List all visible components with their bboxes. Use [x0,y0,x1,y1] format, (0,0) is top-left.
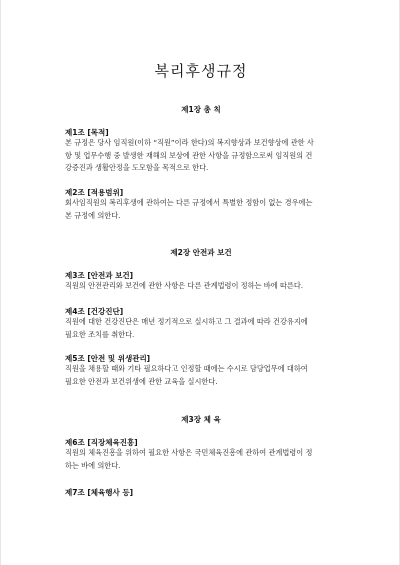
article-line: 본 규정에 의한다. [65,210,121,220]
article-line: 회사임직원의 복리후생에 관하여는 다른 규정에서 특별한 정함이 없는 경우에는 [65,198,313,207]
article-line: 직원을 채용할 때와 기타 필요하다고 인정할 때에는 수시로 담당업무에 대하여 [65,364,308,373]
article-title: 제6조 [직장체육진흥] [65,438,138,447]
article-body [65,137,347,175]
article-line: 필요한 조치를 취한다. [65,329,135,339]
chapter-heading: 제1장 총 칙 [181,105,221,114]
article-body [65,197,347,222]
article-title: 제2조 [적용범위] [65,188,124,197]
article-title: 제5조 [안전 및 위생관리] [65,354,151,363]
article-line: 직원의 안전관리와 보건에 관한 사항은 다른 관계법령이 정하는 바에 따른다. [65,281,304,290]
article-line: 강증진과 생활안정을 도모함을 목적으로 한다. [65,163,209,172]
article-title: 제4조 [건강진단] [65,307,124,316]
article-body [65,280,347,293]
article-line: 본 규정은 당사 임직원(이하 “직원”이라 한다)의 복지향상과 보건향상에 관한 사 [65,138,314,147]
article-line: 하는 바에 의한다. [65,460,121,470]
chapter-heading: 제3장 체 육 [181,415,221,424]
article-body [65,363,347,388]
article-title: 제7조 [체육행사 등] [65,488,134,497]
document-title: 복리후생규정 [154,62,248,80]
article-body [65,316,347,341]
article-line: 직원에 대한 건강진단은 매년 정기적으로 실시하고 그 결과에 따라 건강유지에 [65,317,308,326]
article-body [65,447,347,472]
chapter-heading: 제2장 안전과 보건 [170,248,232,257]
article-line: 필요한 안전과 보건위생에 관한 교육을 실시한다. [65,376,218,386]
article-line: 항 및 업무수행 중 발생한 재해의 보상에 관한 사항을 규정함으로써 임직원의 건 [65,150,313,160]
article-title: 제1조 [목적] [65,128,109,137]
article-title: 제3조 [안전과 보건] [65,271,134,280]
article-line: 직원의 체육진흥을 위하여 필요한 사항은 국민체육진흥에 관하여 관계법령이 정 [65,448,313,457]
